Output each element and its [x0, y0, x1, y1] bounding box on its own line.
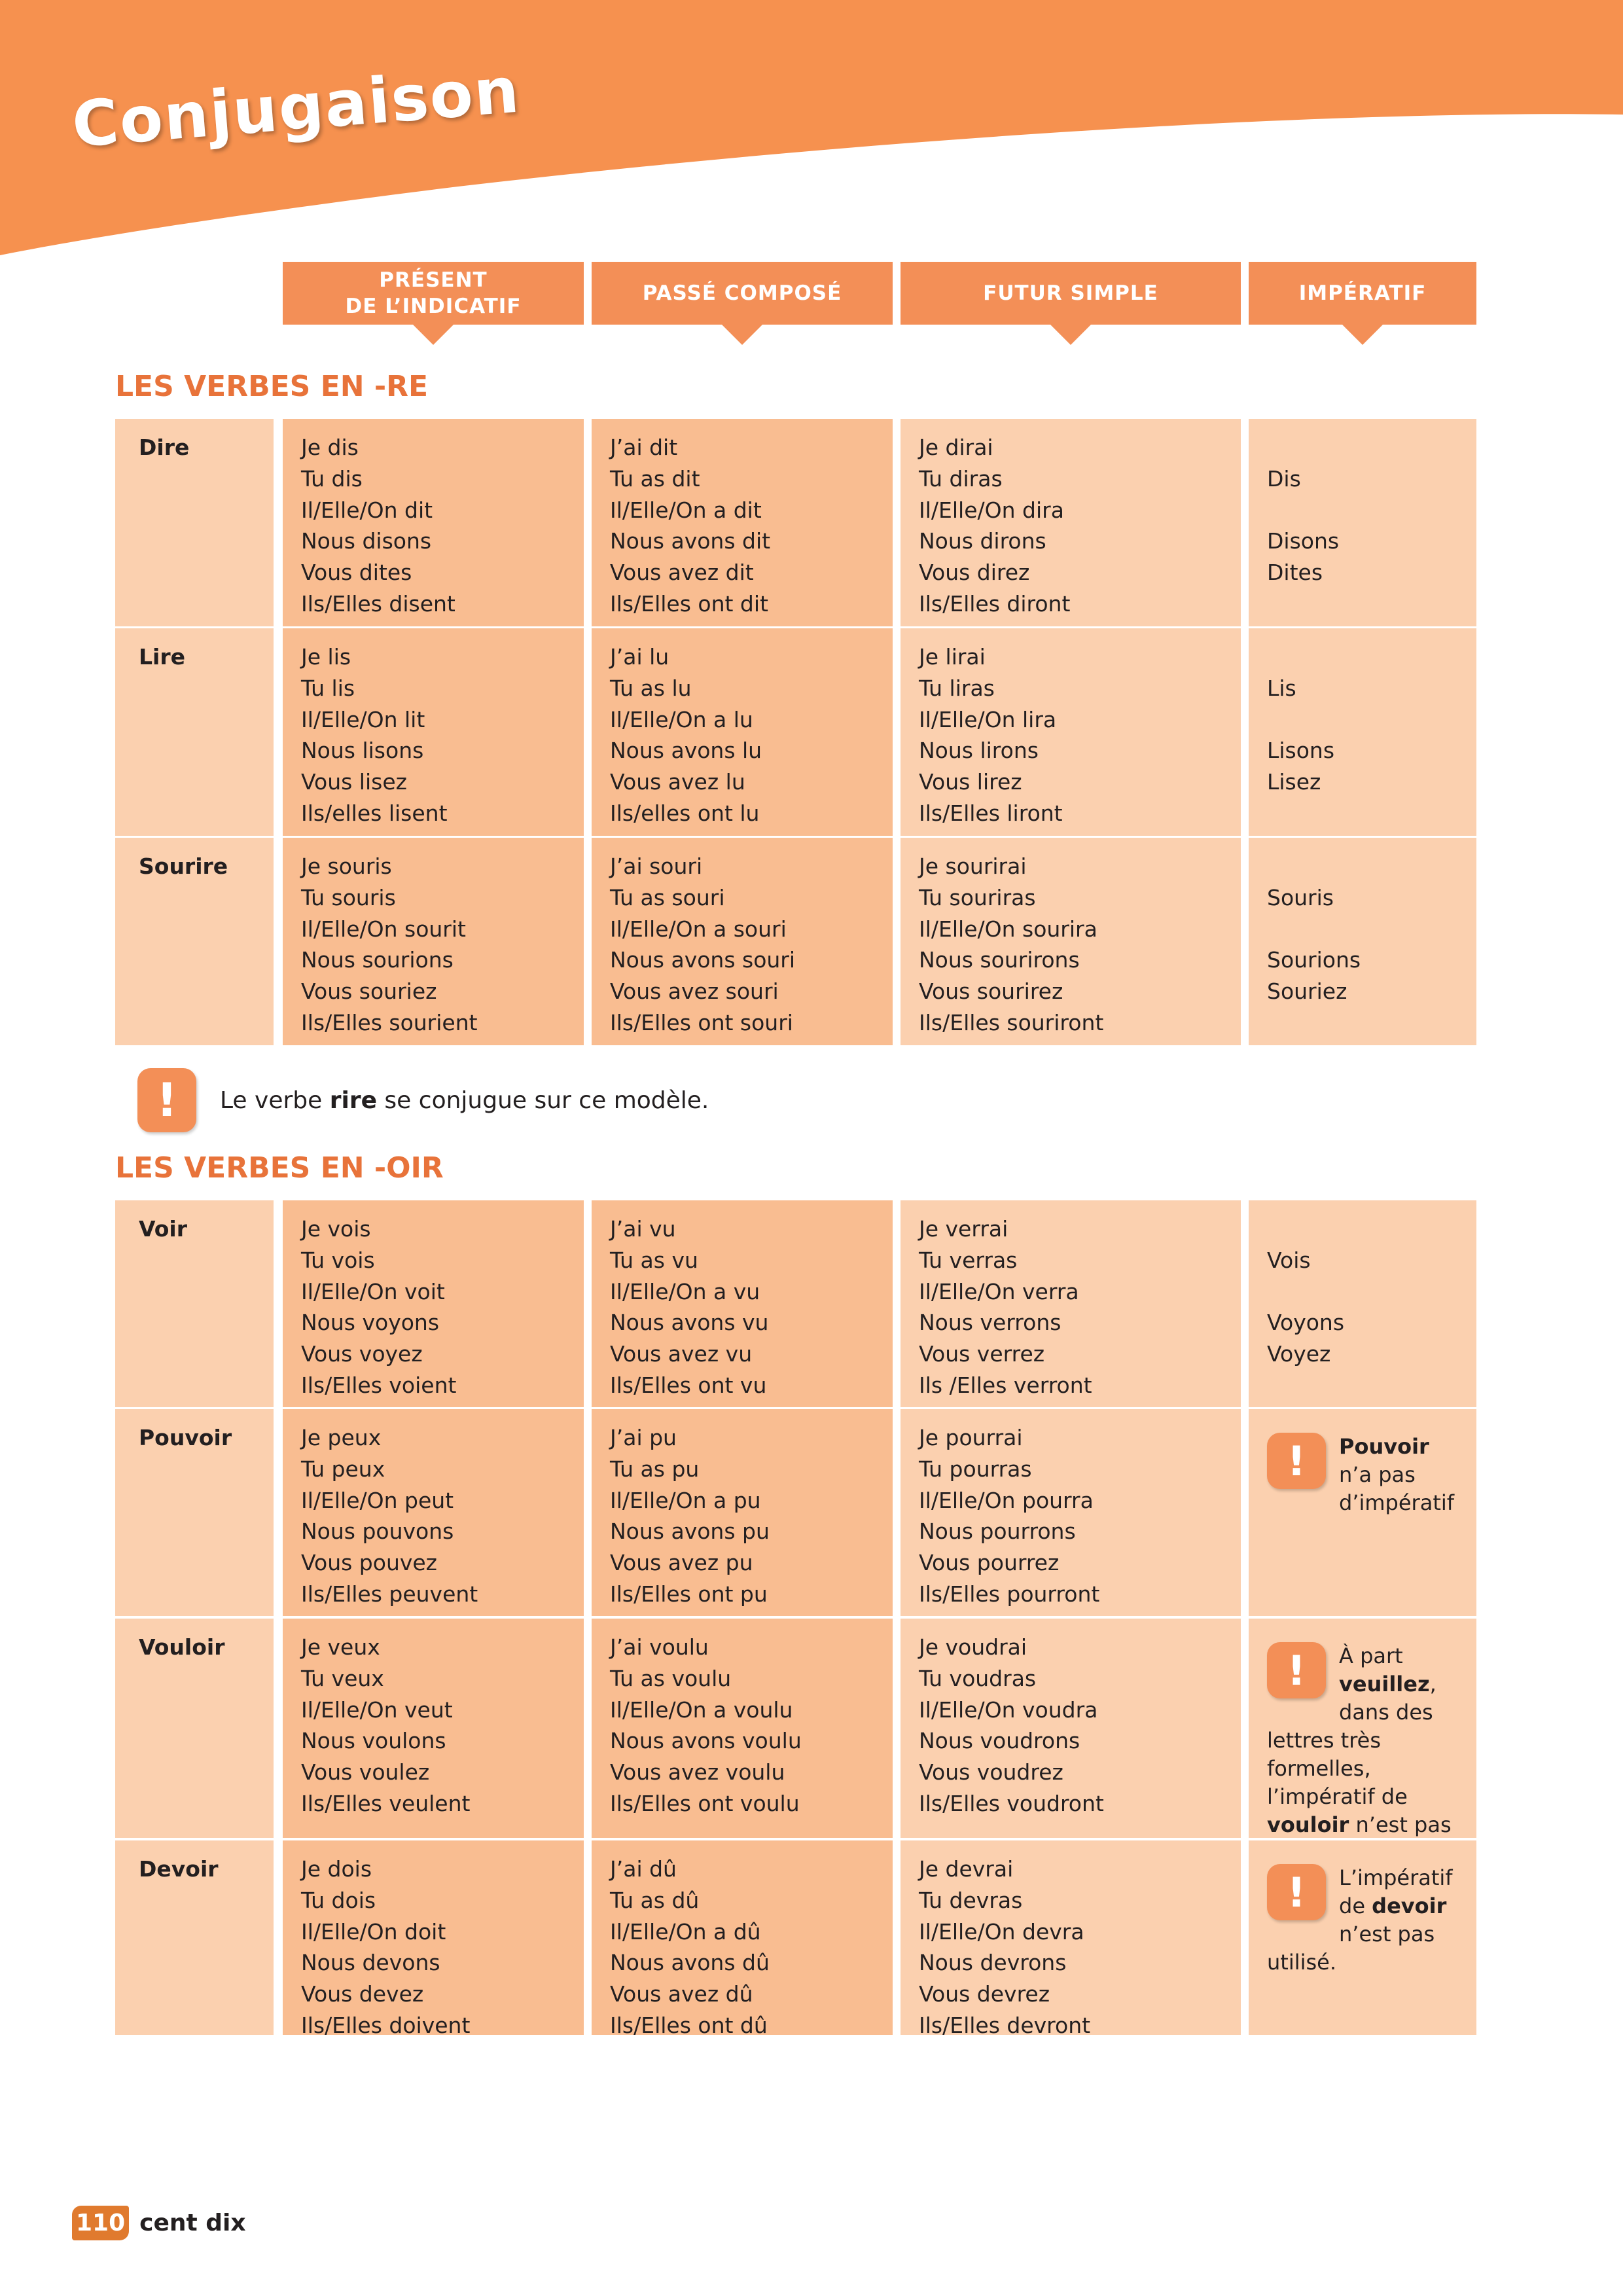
conjugation-line: Ils/Elles voudront: [919, 1790, 1104, 1816]
conjugation-line: Lis: [1267, 675, 1296, 701]
conjugation-line: Ils /Elles verront: [919, 1372, 1092, 1398]
conjugation-line: Nous devons: [301, 1950, 440, 1976]
conjugation-line: Il/Elle/On devra: [919, 1918, 1084, 1945]
conjugation-line: Vous sourirez: [919, 978, 1063, 1005]
imperatif-note-text: À part: [1339, 1643, 1403, 1668]
present-cell: [283, 628, 584, 836]
conjugation-line: Tu as voulu: [610, 1665, 732, 1691]
conjugation-line: Vous devez: [301, 1981, 424, 2007]
conjugation-line: Tu voudras: [919, 1665, 1037, 1691]
imperatif-note-cell: [1249, 1619, 1476, 1838]
futur-cell: [901, 1840, 1241, 2038]
verb-name: Pouvoir: [139, 1425, 232, 1450]
verb-name-cell: [115, 1619, 274, 1838]
conjugation-line: Ils/Elles sourient: [301, 1009, 478, 1035]
conjugation-line: Nous voudrons: [919, 1728, 1080, 1754]
futur-cell: [901, 838, 1241, 1045]
conjugation-line: Voyons: [1267, 1310, 1345, 1336]
conjugation-line: Tu souriras: [919, 884, 1036, 910]
conjugation-line: Vous avez pu: [610, 1550, 753, 1576]
present-cell: [283, 1840, 584, 2038]
conjugation-line: Voyez: [1267, 1341, 1331, 1367]
conjugation-line: Vous direz: [919, 560, 1030, 586]
conjugation-line: Ils/Elles ont pu: [610, 1581, 768, 1607]
imperatif-note-text: L’impératif de: [1339, 1865, 1453, 1918]
conjugation-line: Vous souriez: [301, 978, 437, 1005]
exclamation-icon: !: [1267, 1433, 1326, 1489]
conjugation-line: Tu peux: [301, 1456, 385, 1482]
conjugation-line: Souris: [1267, 884, 1334, 910]
conjugation-line: Disons: [1267, 528, 1340, 554]
rire-note-text: Le verbe rire se conjugue sur ce modèle.: [220, 1086, 709, 1114]
verb-name: Vouloir: [139, 1634, 225, 1660]
conjugation-line: Vous avez dit: [610, 560, 754, 586]
imperatif-note-text: vouloir: [1267, 1812, 1349, 1837]
conjugation-line: [1267, 432, 1458, 463]
futur-cell: [901, 1619, 1241, 1838]
imperatif-note-text: n’est pas: [1355, 1812, 1452, 1837]
conjugation-line: Tu as lu: [610, 675, 692, 701]
conjugation-line: Ils/Elles disent: [301, 590, 455, 617]
conjugation-line: Ils/elles lisent: [301, 800, 448, 826]
conjugation-line: Je peux: [301, 1425, 382, 1450]
conjugation-line: Sourions: [1267, 947, 1361, 973]
conjugation-line: Tu dois: [301, 1887, 376, 1913]
conjugation-line: Je sourirai: [919, 853, 1027, 879]
section-title-oir: LES VERBES EN -OIR: [115, 1151, 444, 1185]
conjugation-line: [1267, 851, 1458, 882]
conjugation-line: Nous avons souri: [610, 947, 796, 973]
conjugation-line: [1267, 1213, 1458, 1245]
conjugation-line: Il/Elle/On a pu: [610, 1487, 761, 1513]
conjugation-line: Ils/Elles ont souri: [610, 1009, 793, 1035]
conjugation-line: Nous devrons: [919, 1950, 1067, 1976]
conjugation-line: Ils/Elles peuvent: [301, 1581, 478, 1607]
passe-cell: [592, 1409, 893, 1616]
conjugation-line: J’ai voulu: [610, 1634, 709, 1660]
conjugation-line: Tu as dit: [610, 465, 700, 492]
imperatif-note-cell: [1249, 1409, 1476, 1616]
verb-name: Dire: [139, 435, 190, 460]
conjugation-line: Il/Elle/On a lu: [610, 706, 753, 732]
conjugation-line: Ils/Elles veulent: [301, 1790, 471, 1816]
conjugation-line: Vous lirez: [919, 769, 1022, 795]
present-cell: [283, 1409, 584, 1616]
verb-name-cell: [115, 1840, 274, 2035]
conjugation-line: Je lis: [301, 644, 351, 670]
exclamation-icon: !: [137, 1068, 196, 1132]
passe-cell: [592, 1840, 893, 2038]
conjugation-line: Il/Elle/On lira: [919, 706, 1057, 732]
conjugation-line: Je verrai: [919, 1216, 1008, 1242]
conjugation-line: Tu veux: [301, 1665, 384, 1691]
conjugation-line: [1267, 1276, 1458, 1308]
conjugation-line: Ils/elles ont lu: [610, 800, 760, 826]
conjugation-line: Nous voulons: [301, 1728, 446, 1754]
conjugation-line: Je souris: [301, 853, 392, 879]
conjugation-line: Souriez: [1267, 978, 1347, 1005]
conjugation-line: Dis: [1267, 465, 1301, 492]
conjugation-line: Nous pourrons: [919, 1518, 1076, 1545]
conjugation-line: Vous avez voulu: [610, 1759, 785, 1785]
conjugation-line: Je dois: [301, 1856, 372, 1882]
imperatif-note-text: , dans des lettres très formelles, l’impératif de: [1267, 1672, 1436, 1809]
conjugation-line: Je veux: [301, 1634, 380, 1660]
futur-cell: [901, 419, 1241, 626]
conjugation-line: Nous avons dit: [610, 528, 771, 554]
conjugation-line: Nous avons dû: [610, 1950, 770, 1976]
conjugation-line: Ils/Elles souriront: [919, 1009, 1104, 1035]
conjugation-line: Je pourrai: [919, 1425, 1023, 1450]
conjugation-line: Il/Elle/On dit: [301, 497, 433, 523]
page-number-words: cent dix: [139, 2210, 246, 2236]
page-title: Conjugaison: [69, 53, 523, 162]
header-imperatif: [1249, 262, 1476, 325]
conjugation-line: Vous voulez: [301, 1759, 430, 1785]
conjugation-line: Il/Elle/On a vu: [610, 1278, 760, 1304]
conjugation-line: Tu as souri: [610, 884, 725, 910]
conjugation-line: Tu devras: [919, 1887, 1023, 1913]
conjugation-line: Il/Elle/On dira: [919, 497, 1064, 523]
conjugation-line: Je dis: [301, 435, 359, 460]
conjugation-line: [1267, 1007, 1458, 1039]
conjugation-line: [1267, 495, 1458, 526]
conjugation-line: Je dirai: [919, 435, 993, 460]
imperatif-note-cell: [1249, 1840, 1476, 2035]
conjugation-line: Ils/Elles ont dû: [610, 2012, 768, 2038]
conjugation-line: Vous avez lu: [610, 769, 745, 795]
conjugation-line: Tu pourras: [919, 1456, 1032, 1482]
conjugation-line: [1267, 798, 1458, 829]
conjugation-line: Il/Elle/On peut: [301, 1487, 454, 1513]
conjugation-line: [1267, 704, 1458, 736]
header-futur-simple: [901, 262, 1241, 325]
conjugation-line: Tu as vu: [610, 1247, 698, 1273]
conjugation-line: Il/Elle/On sourit: [301, 916, 466, 942]
conjugation-line: Vous avez dû: [610, 1981, 753, 2007]
conjugation-line: Vous lisez: [301, 769, 407, 795]
conjugation-line: Je devrai: [919, 1856, 1014, 1882]
passe-cell: [592, 1200, 893, 1407]
passe-cell: [592, 838, 893, 1045]
conjugation-line: Ils/Elles diront: [919, 590, 1071, 617]
conjugation-line: Il/Elle/On pourra: [919, 1487, 1094, 1513]
conjugation-line: Vous avez vu: [610, 1341, 753, 1367]
conjugation-line: Tu lis: [301, 675, 355, 701]
conjugation-line: Nous dirons: [919, 528, 1046, 554]
conjugation-line: Tu souris: [301, 884, 396, 910]
conjugation-line: Tu as pu: [610, 1456, 700, 1482]
verb-name-cell: [115, 419, 274, 626]
header-futur-label: FUTUR SIMPLE: [983, 281, 1158, 305]
conjugation-line: J’ai dit: [610, 435, 678, 460]
conjugation-line: Nous avons lu: [610, 738, 762, 764]
conjugation-line: Ils/Elles liront: [919, 800, 1063, 826]
conjugation-line: Il/Elle/On voudra: [919, 1696, 1098, 1723]
conjugation-line: Il/Elle/On veut: [301, 1696, 453, 1723]
conjugation-line: [1267, 914, 1458, 945]
conjugation-line: Il/Elle/On sourira: [919, 916, 1097, 942]
header-present-label: PRÉSENT DE L’INDICATIF: [345, 268, 522, 318]
conjugation-line: Il/Elle/On voit: [301, 1278, 445, 1304]
conjugation-line: Nous sourions: [301, 947, 454, 973]
conjugation-line: J’ai lu: [610, 644, 669, 670]
conjugation-line: Ils/Elles pourront: [919, 1581, 1100, 1607]
conjugation-line: Vous verrez: [919, 1341, 1045, 1367]
rire-note: [137, 1068, 709, 1132]
verb-name-cell: [115, 1200, 274, 1407]
conjugation-line: Nous sourirons: [919, 947, 1080, 973]
futur-cell: [901, 1200, 1241, 1407]
imperatif-note-text: n’est pas utilisé.: [1267, 1922, 1435, 1975]
conjugation-line: Tu verras: [919, 1247, 1018, 1273]
conjugation-line: Il/Elle/On a souri: [610, 916, 787, 942]
present-cell: [283, 419, 584, 626]
conjugation-line: Nous disons: [301, 528, 432, 554]
header-passe-label: PASSÉ COMPOSÉ: [642, 281, 842, 305]
conjugation-line: Vous pouvez: [301, 1550, 438, 1576]
conjugation-line: J’ai dû: [610, 1856, 677, 1882]
conjugation-line: Ils/Elles ont voulu: [610, 1790, 800, 1816]
conjugation-line: Vous dites: [301, 560, 412, 586]
conjugation-line: Je lirai: [919, 644, 986, 670]
conjugation-line: Dites: [1267, 560, 1323, 586]
verb-name: Devoir: [139, 1856, 219, 1882]
conjugation-line: Ils/Elles doivent: [301, 2012, 471, 2038]
conjugation-line: Vous voudrez: [919, 1759, 1063, 1785]
conjugation-line: Lisons: [1267, 738, 1335, 764]
conjugation-line: Nous verrons: [919, 1310, 1061, 1336]
conjugation-line: Tu vois: [301, 1247, 375, 1273]
header-present: [283, 262, 584, 325]
conjugation-line: J’ai pu: [610, 1425, 677, 1450]
futur-cell: [901, 1409, 1241, 1616]
header-imperatif-label: IMPÉRATIF: [1298, 281, 1427, 305]
present-cell: [283, 838, 584, 1045]
conjugation-line: Il/Elle/On a dû: [610, 1918, 761, 1945]
imperatif-note-text: Pouvoir: [1339, 1434, 1429, 1459]
conjugation-line: Tu liras: [919, 675, 995, 701]
present-cell: [283, 1619, 584, 1838]
conjugation-line: [1267, 1370, 1458, 1401]
passe-cell: [592, 1619, 893, 1838]
verb-name: Voir: [139, 1216, 187, 1242]
conjugation-line: Il/Elle/On verra: [919, 1278, 1079, 1304]
conjugation-line: Tu as dû: [610, 1887, 700, 1913]
conjugation-line: Ils/Elles ont dit: [610, 590, 768, 617]
conjugation-line: Nous pouvons: [301, 1518, 454, 1545]
verb-name-cell: [115, 628, 274, 836]
verb-name: Sourire: [139, 853, 228, 879]
conjugation-line: J’ai vu: [610, 1216, 676, 1242]
exclamation-icon: !: [1267, 1864, 1326, 1920]
imperatif-cell: [1249, 628, 1476, 836]
conjugation-line: Ils/Elles devront: [919, 2012, 1091, 2038]
conjugation-line: Vous avez souri: [610, 978, 779, 1005]
conjugation-line: Vois: [1267, 1247, 1311, 1273]
imperatif-note-text: veuillez: [1339, 1672, 1430, 1696]
verb-name-cell: [115, 1409, 274, 1616]
conjugation-line: Nous lirons: [919, 738, 1039, 764]
section-title-re: LES VERBES EN -RE: [115, 370, 429, 403]
conjugation-line: Je vois: [301, 1216, 371, 1242]
verb-name-cell: [115, 838, 274, 1045]
conjugation-line: Lisez: [1267, 769, 1321, 795]
conjugation-line: Nous avons pu: [610, 1518, 770, 1545]
imperatif-note-text: n’a pas d’impératif: [1339, 1462, 1455, 1515]
page-footer: [72, 2206, 246, 2240]
conjugation-line: Vous devrez: [919, 1981, 1050, 2007]
conjugation-line: Vous voyez: [301, 1341, 423, 1367]
conjugation-line: Il/Elle/On lit: [301, 706, 425, 732]
imperatif-cell: [1249, 1200, 1476, 1407]
conjugation-line: Il/Elle/On doit: [301, 1918, 446, 1945]
conjugation-line: [1267, 588, 1458, 620]
conjugation-line: Vous pourrez: [919, 1550, 1060, 1576]
conjugation-line: J’ai souri: [610, 853, 703, 879]
conjugation-line: Je voudrai: [919, 1634, 1027, 1660]
conjugation-line: Tu dis: [301, 465, 363, 492]
conjugation-line: Tu diras: [919, 465, 1003, 492]
conjugation-line: Il/Elle/On a voulu: [610, 1696, 793, 1723]
conjugation-line: Nous avons voulu: [610, 1728, 802, 1754]
present-cell: [283, 1200, 584, 1407]
imperatif-cell: [1249, 838, 1476, 1045]
futur-cell: [901, 628, 1241, 836]
imperatif-cell: [1249, 419, 1476, 626]
exclamation-icon: !: [1267, 1642, 1326, 1698]
passe-cell: [592, 419, 893, 626]
conjugation-line: Ils/Elles voient: [301, 1372, 457, 1398]
page-number: 110: [72, 2206, 129, 2240]
conjugation-line: Ils/Elles ont vu: [610, 1372, 767, 1398]
conjugation-line: Nous avons vu: [610, 1310, 769, 1336]
imperatif-note-text: devoir: [1372, 1893, 1447, 1918]
verb-name: Lire: [139, 644, 185, 670]
passe-cell: [592, 628, 893, 836]
conjugation-line: Nous voyons: [301, 1310, 440, 1336]
header-passe-compose: [592, 262, 893, 325]
conjugation-line: Il/Elle/On a dit: [610, 497, 762, 523]
conjugation-line: [1267, 641, 1458, 673]
conjugation-line: Nous lisons: [301, 738, 424, 764]
